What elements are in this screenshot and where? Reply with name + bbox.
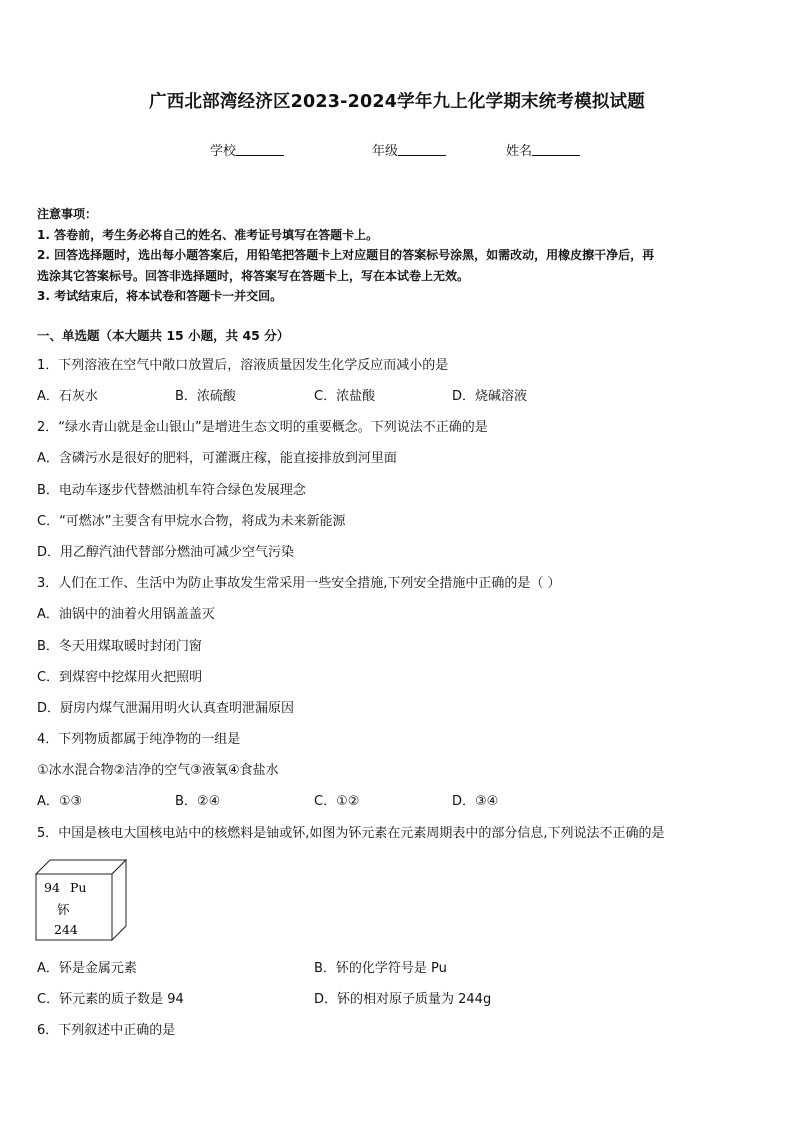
question-2-option-a: A．含磷污水是很好的肥料，可灌溉庄稼，能直接排放到河里面 bbox=[37, 451, 397, 466]
question-4-option-a: A．①③ bbox=[37, 794, 83, 809]
question-4-list: ①冰水混合物②洁净的空气③液氧④食盐水 bbox=[37, 763, 279, 778]
question-2-option-b: B．电动车逐步代替燃油机车符合绿色发展理念 bbox=[37, 483, 306, 498]
question-4-option-b: B．②④ bbox=[175, 794, 221, 809]
question-5-option-d: D．钚的相对原子质量为 244g bbox=[314, 992, 492, 1007]
grade-label: 年级 bbox=[372, 144, 399, 159]
grade-blank bbox=[398, 143, 446, 156]
note-item: 选涂其它答案标号。回答非选择题时，将答案写在答题卡上，写在本试卷上无效。 bbox=[37, 268, 470, 283]
notes-heading: 注意事项： bbox=[37, 207, 98, 221]
question-2-stem: 2．“绿水青山就是金山银山”是增进生态文明的重要概念。下列说法不正确的是 bbox=[37, 420, 488, 435]
exam-title: 广西北部湾经济区2023-2024学年九上化学期末统考模拟试题 bbox=[149, 92, 645, 112]
question-2-option-d: D．用乙醇汽油代替部分燃油可减少空气污染 bbox=[37, 545, 295, 560]
element-atomic-number: 94 bbox=[44, 880, 60, 895]
element-atomic-mass: 244 bbox=[54, 922, 78, 937]
question-1-option-c: C．浓盐酸 bbox=[314, 389, 376, 404]
question-5-option-c: C．钚元素的质子数是 94 bbox=[37, 992, 184, 1007]
note-item: 1. 答卷前，考生务必将自己的姓名、准考证号填写在答题卡上。 bbox=[37, 227, 379, 242]
question-3-option-a: A．油锅中的油着火用锅盖盖灭 bbox=[37, 607, 215, 622]
cube-top-face bbox=[36, 860, 126, 874]
name-field bbox=[506, 140, 580, 159]
question-1-option-a: A．石灰水 bbox=[37, 389, 98, 404]
question-4-option-c: C．①② bbox=[314, 794, 360, 809]
question-5-stem: 5．中国是核电大国核电站中的核燃料是铀或钚,如图为钚元素在元素周期表中的部分信息,下列说法不正确的是 bbox=[37, 826, 665, 841]
note-item: 3. 考试结束后，将本试卷和答题卡一并交回。 bbox=[37, 289, 283, 303]
question-5-option-b: B．钚的化学符号是 Pu bbox=[314, 961, 447, 976]
notes-block bbox=[37, 204, 759, 307]
question-4-stem: 4．下列物质都属于纯净物的一组是 bbox=[37, 732, 241, 747]
question-3-option-b: B．冬天用煤取暖时封闭门窗 bbox=[37, 639, 202, 654]
name-blank bbox=[532, 143, 580, 156]
school-blank bbox=[236, 143, 284, 156]
element-name: 钚 bbox=[57, 902, 70, 917]
cube-side-face bbox=[112, 860, 126, 940]
question-3-stem: 3．人们在工作、生活中为防止事故发生常采用一些安全措施,下列安全措施中正确的是（ ） bbox=[37, 576, 561, 591]
question-1-option-b: B．浓硫酸 bbox=[175, 389, 236, 404]
grade-field bbox=[372, 140, 446, 159]
question-4-option-d: D．③④ bbox=[452, 794, 499, 809]
question-1-stem: 1．下列溶液在空气中敞口放置后，溶液质量因发生化学反应而减小的是 bbox=[37, 358, 449, 373]
name-label: 姓名 bbox=[506, 144, 533, 159]
school-field bbox=[210, 140, 284, 159]
question-6-stem: 6．下列叙述中正确的是 bbox=[37, 1023, 176, 1038]
question-1-option-d: D．烧碱溶液 bbox=[452, 389, 528, 404]
question-2-option-c: C．“可燃冰”主要含有甲烷水合物，将成为未来新能源 bbox=[37, 514, 346, 529]
school-label: 学校 bbox=[210, 144, 237, 159]
question-3-option-d: D．厨房内煤气泄漏用明火认真查明泄漏原因 bbox=[37, 701, 295, 716]
section-heading: 一、单选题（本大题共 15 小题，共 45 分） bbox=[37, 328, 290, 343]
element-symbol: Pu bbox=[70, 880, 87, 895]
question-3-option-c: C．到煤窖中挖煤用火把照明 bbox=[37, 670, 203, 685]
note-item: 2. 回答选择题时，选出每小题答案后，用铅笔把答题卡上对应题目的答案标号涂黑，如需改动，用橡皮擦干净后，再 bbox=[37, 248, 655, 262]
question-5-option-a: A．钚是金属元素 bbox=[37, 961, 137, 976]
element-cell-figure bbox=[30, 856, 130, 946]
